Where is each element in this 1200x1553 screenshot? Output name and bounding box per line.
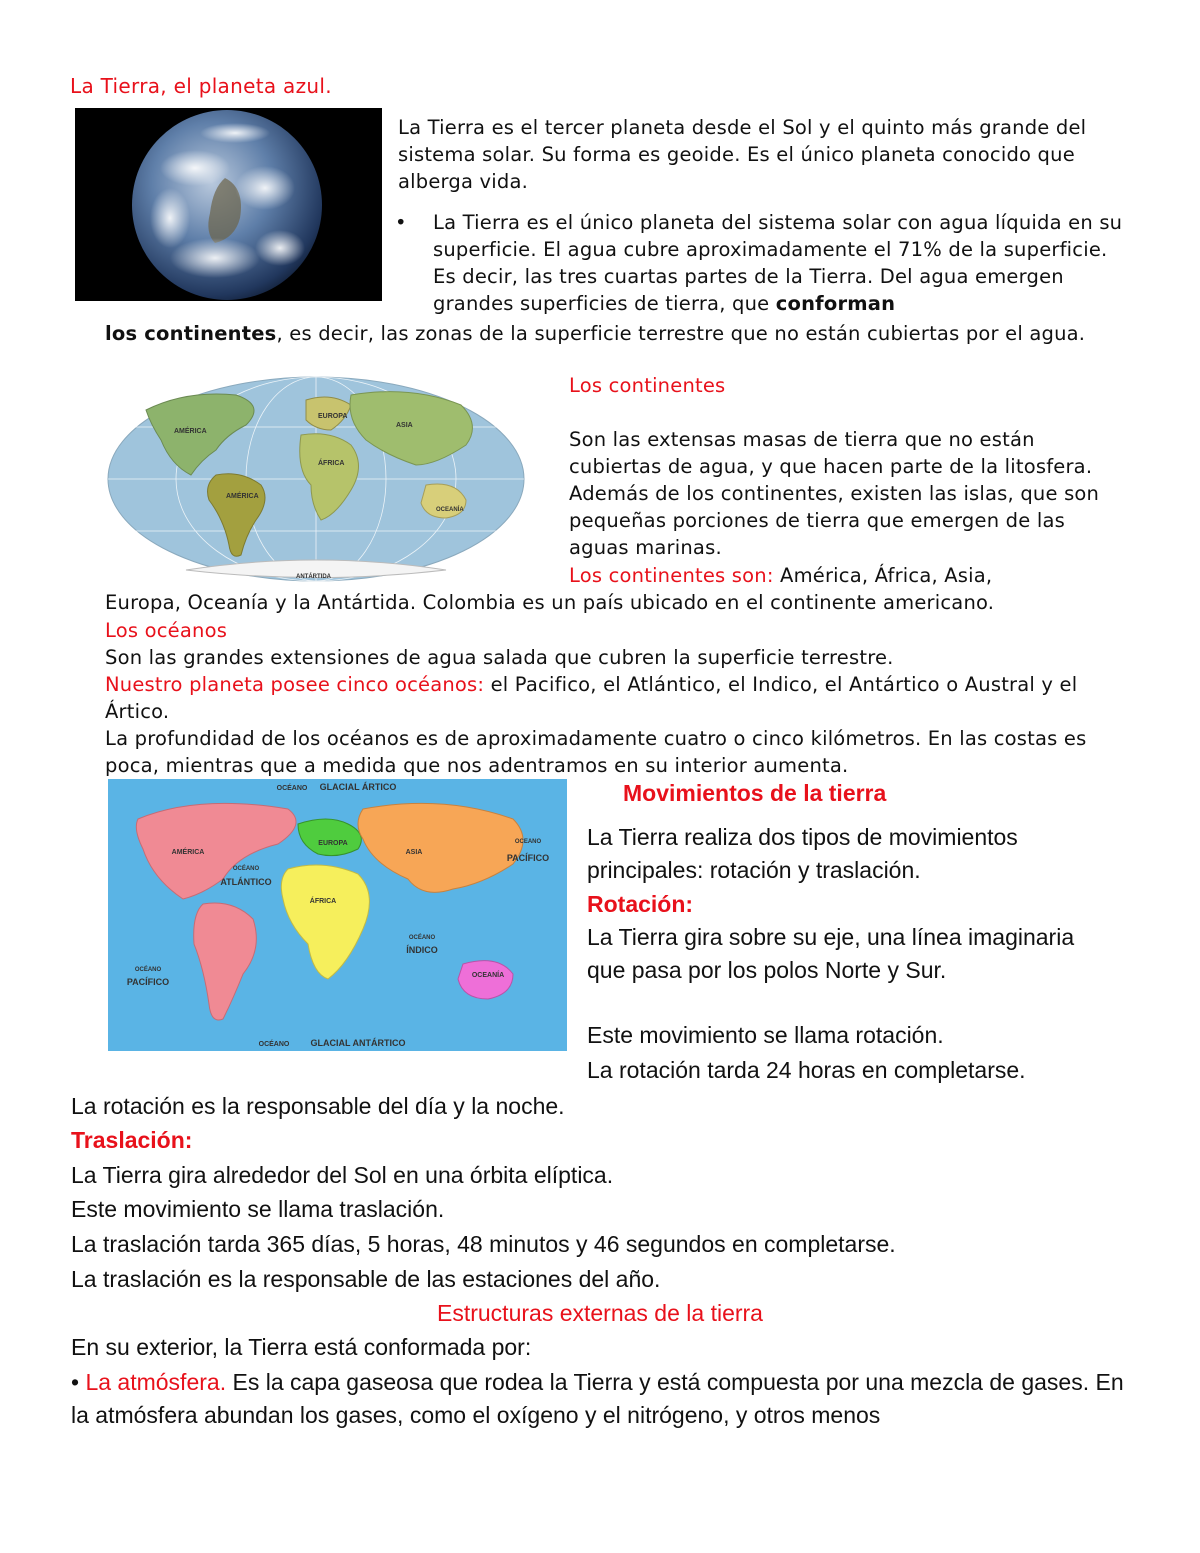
map1-label-america-south: AMÉRICA	[226, 493, 259, 500]
continentes-list-line2: Europa, Oceanía y la Antártida. Colombia es un país ubicado en el continente americano.	[105, 591, 995, 614]
traslacion-heading: Traslación:	[71, 1127, 193, 1153]
traslacion-line4: La traslación es la responsable de las estaciones del año.	[71, 1266, 661, 1292]
continentes-list-label: Los continentes son:	[569, 564, 774, 587]
map1-label-antartida: ANTÁRTIDA	[296, 574, 331, 580]
estructuras-intro: En su exterior, la Tierra está conformada por:	[71, 1334, 532, 1360]
atmosfera-label: La atmósfera.	[85, 1369, 227, 1395]
intro-bullet-end	[105, 320, 1135, 347]
bullet-bold-continentes: los continentes	[105, 322, 277, 345]
map2-label-ant-big: GLACIAL ANTÁRTICO	[310, 1038, 406, 1048]
page-title: La Tierra, el planeta azul.	[70, 74, 332, 98]
bullet-text-end: , es decir, las zonas de la superficie terrestre que no están cubiertas por el agua.	[276, 322, 1086, 345]
bullet-icon: •	[395, 211, 407, 234]
map2-label-artico-big: GLACIAL ÁRTICO	[319, 782, 397, 792]
rotacion-line3: La rotación tarda 24 horas en completarse.	[587, 1057, 1026, 1083]
rotacion-line4: La rotación es la responsable del día y la noche.	[71, 1093, 565, 1119]
map2-label-asia: ASIA	[405, 849, 423, 856]
map2-label-america: AMÉRICA	[171, 849, 205, 856]
continentes-heading: Los continentes	[569, 374, 726, 397]
oceanos-depth: La profundidad de los océanos es de aproximadamente cuatro o cinco kilómetros. En las costas es poca, mientras que a medida que nos adentramos en su interior aumenta.	[105, 727, 1087, 777]
continents-map	[106, 375, 526, 583]
earth-photo	[75, 108, 382, 301]
atmosfera-text: Es la capa gaseosa que rodea la Tierra y está compuesta por una mezcla de gases. En la atmósfera abundan los gases, como el oxígeno y el nitrógeno, y otros menos	[71, 1369, 1124, 1428]
map2-label-pac-r-small: OCEANO	[514, 839, 542, 845]
bullet-text: La Tierra es el único planeta del sistema solar con agua líquida en su superficie. El agua cubre aproximadamente el 71% de la superficie. Es decir, las tres cuartas partes de la Tierra. Del agua emergen grandes superficies de tierra, que	[433, 211, 1123, 315]
oceanos-five-text: el Pacifico, el Atlántico, el Indico, el Antártico o Austral y el Ártico.	[105, 673, 1078, 723]
oceanos-five-label: Nuestro planeta posee cinco océanos:	[105, 673, 485, 696]
oceans-map	[108, 779, 567, 1051]
map2-label-oceania: OCEANÍA	[471, 972, 505, 979]
map2-label-ind-big: ÍNDICO	[406, 945, 438, 955]
map2-label-europa: EUROPA	[318, 840, 348, 847]
traslacion-line1: La Tierra gira alrededor del Sol en una órbita elíptica.	[71, 1162, 614, 1188]
map2-label-artico-small: OCÉANO	[276, 785, 308, 792]
map2-label-ind-small: OCÉANO	[408, 935, 436, 941]
rotacion-line2: Este movimiento se llama rotación.	[587, 1022, 944, 1048]
map2-label-pac-r-big: PACÍFICO	[506, 853, 550, 863]
estructuras-heading: Estructuras externas de la tierra	[437, 1300, 763, 1326]
map2-label-ant-small: OCÉANO	[258, 1041, 290, 1048]
map2-label-atl-small: OCÉANO	[232, 866, 260, 872]
oceanos-heading: Los océanos	[105, 619, 228, 642]
traslacion-line2: Este movimiento se llama traslación.	[71, 1196, 445, 1222]
oceanos-text: Son las grandes extensiones de agua salada que cubren la superficie terrestre.	[105, 646, 894, 669]
map1-label-oceania: OCEANÍA	[436, 507, 464, 513]
continentes-text: Son las extensas masas de tierra que no están cubiertas de agua, y que hacen parte de la litosfera. Además de los continentes, existen las islas, que son pequeñas porciones de tierra que emergen de las aguas marinas.	[569, 428, 1100, 559]
intro-paragraph: La Tierra es el tercer planeta desde el Sol y el quinto más grande del sistema solar. Su forma es geoide. Es el único planeta conocido que alberga vida.	[398, 116, 1087, 193]
continentes-list-line1	[569, 562, 1129, 589]
rotacion-line1: La Tierra gira sobre su eje, una línea imaginaria que pasa por los polos Norte y Sur.	[587, 924, 1075, 983]
rotacion-heading: Rotación:	[587, 891, 694, 917]
intro-bullet-start	[395, 209, 1123, 317]
map1-label-america-north: AMÉRICA	[174, 428, 207, 435]
continentes-list-start: América, África, Asia,	[773, 564, 993, 587]
atmosfera-bullet-icon: •	[71, 1369, 80, 1395]
map1-label-africa: ÁFRICA	[318, 460, 345, 467]
traslacion-line3: La traslación tarda 365 días, 5 horas, 48 minutos y 46 segundos en completarse.	[71, 1231, 896, 1257]
oceanos-five	[105, 671, 1105, 725]
map1-label-asia: ASIA	[396, 422, 413, 429]
movimientos-intro: La Tierra realiza dos tipos de movimientos principales: rotación y traslación.	[587, 824, 1018, 883]
map2-label-atl-big: ATLÁNTICO	[220, 877, 272, 887]
map1-label-europa: EUROPA	[318, 413, 348, 420]
atmosfera-paragraph	[71, 1366, 1139, 1432]
map2-label-africa: ÁFRICA	[309, 898, 337, 905]
movimientos-heading: Movimientos de la tierra	[623, 780, 887, 806]
map2-label-pac-l-big: PACÍFICO	[126, 977, 170, 987]
bullet-bold-conforman: conforman	[775, 292, 896, 315]
map2-label-pac-l-small: OCÉANO	[134, 967, 162, 973]
